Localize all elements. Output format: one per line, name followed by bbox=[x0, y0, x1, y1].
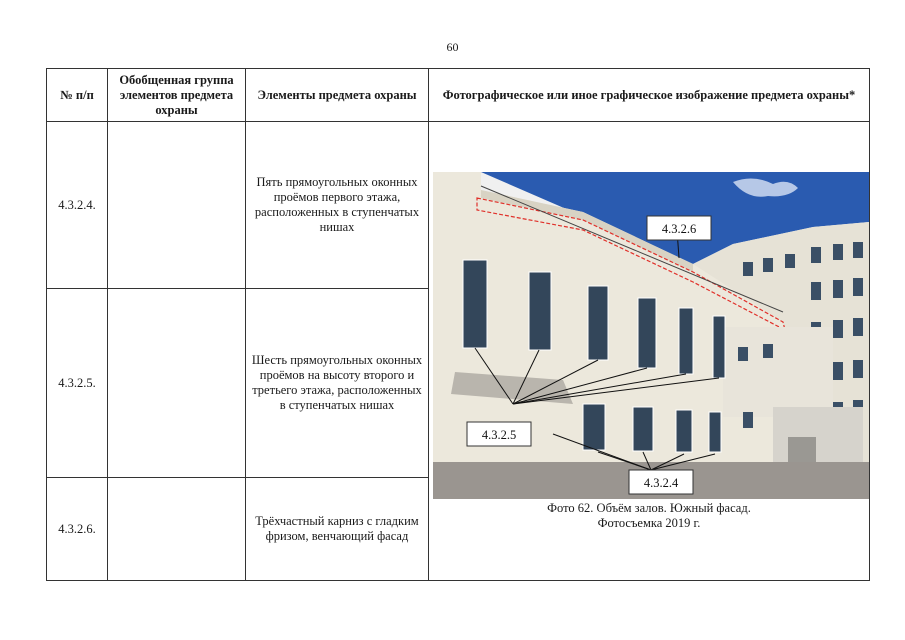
row-group bbox=[108, 478, 246, 581]
row-elements: Пять прямоугольных оконных проёмов первого этажа, расположенных в ступенчатых нишах bbox=[246, 122, 429, 289]
row-number: 4.3.2.6. bbox=[47, 478, 108, 581]
label-cornice: 4.3.2.6 bbox=[661, 221, 697, 236]
label-upper-windows: 4.3.2.5 bbox=[481, 427, 517, 442]
header-group: Обобщенная группа элементов предмета охраны bbox=[108, 69, 246, 122]
caption-line-1: Фото 62. Объём залов. Южный фасад. bbox=[547, 500, 751, 515]
table-row bbox=[47, 122, 870, 289]
row-elements: Шесть прямоугольных оконных проёмов на высоту второго и третьего этажа, расположенных в ступенчатых нишах bbox=[246, 289, 429, 478]
page-number: 60 bbox=[446, 40, 459, 54]
caption-line-2: Фотосъемка 2019 г. bbox=[597, 515, 701, 530]
row-number: 4.3.2.4. bbox=[47, 122, 108, 289]
header-photo: Фотографическое или иное графическое изображение предмета охраны* bbox=[429, 69, 870, 122]
facade-photo bbox=[433, 172, 869, 499]
protection-elements-table bbox=[46, 68, 870, 581]
facade-photo-image bbox=[433, 172, 869, 499]
row-group bbox=[108, 289, 246, 478]
header-num: № п/п bbox=[47, 69, 108, 122]
photo-caption bbox=[433, 501, 865, 531]
row-number: 4.3.2.5. bbox=[47, 289, 108, 478]
row-elements: Трёхчастный карниз с гладким фризом, венчающий фасад bbox=[246, 478, 429, 581]
label-ground-windows: 4.3.2.4 bbox=[643, 475, 679, 490]
header-elements: Элементы предмета охраны bbox=[246, 69, 429, 122]
photo-cell bbox=[429, 122, 870, 581]
table-header-row bbox=[47, 69, 870, 122]
row-group bbox=[108, 122, 246, 289]
